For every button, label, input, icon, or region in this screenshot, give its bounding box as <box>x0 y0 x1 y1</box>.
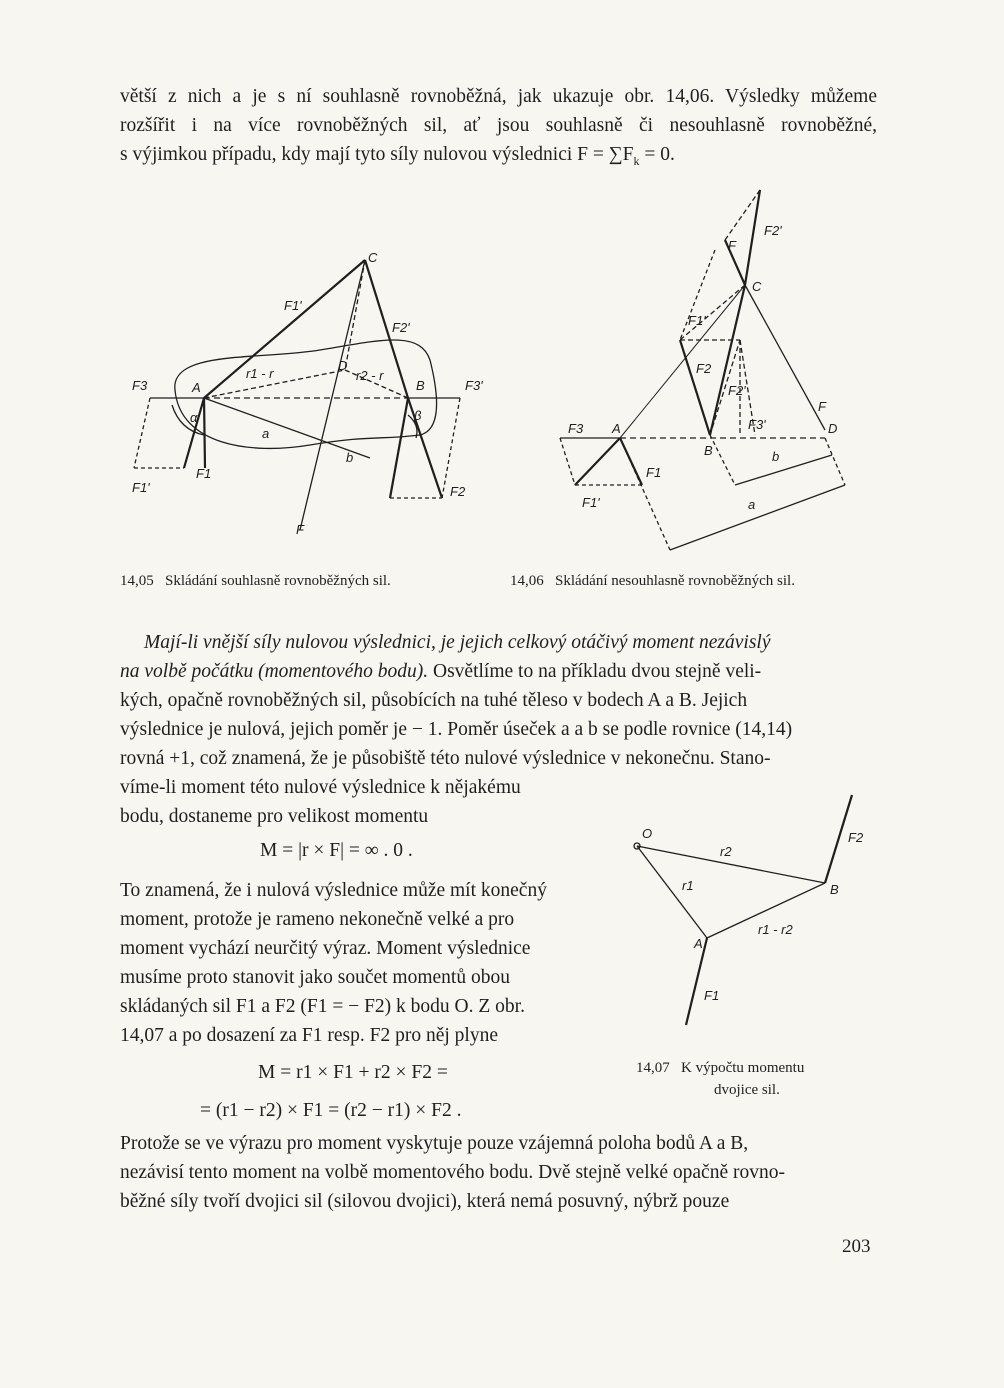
rigid-body-outline <box>175 340 437 448</box>
label-b: B <box>416 378 425 393</box>
label-f1: F1 <box>704 988 720 1003</box>
label-c: C <box>368 250 378 265</box>
label-a-seg: a <box>262 426 270 441</box>
label-b: B <box>830 882 839 897</box>
label-beta: β <box>414 408 422 423</box>
para2-line-6: 14,07 a po dosazení za F1 resp. F2 pro něj plyne <box>120 1025 499 1046</box>
label-f3: F3 <box>568 421 584 436</box>
para3-line-2: nezávisí tento moment na volbě momentového bodu. Dvě stejně velké opačně rovno- <box>120 1162 785 1183</box>
caption-14-05: 14,05 Skládání souhlasně rovnoběžných sil. <box>120 573 391 589</box>
label-f1-prime-bottom: F1' <box>582 495 600 510</box>
label-b-seg: b <box>772 449 780 464</box>
label-f2: F2 <box>696 361 712 376</box>
para1-line-6: víme-li moment této nulové výslednice k nějakému <box>120 777 521 798</box>
label-r1-r: r1 - r <box>246 366 274 381</box>
label-alpha: α <box>190 410 198 425</box>
label-a-seg: a <box>748 497 756 512</box>
label-r2: r2 <box>720 844 732 859</box>
label-f2: F2 <box>848 830 864 845</box>
label-d: D <box>338 358 348 373</box>
label-f-top: F <box>728 238 736 253</box>
intro-line-2: rozšířit i na více rovnoběžných sil, ať jsou souhlasně či nesouhlasně rovnoběžné, <box>120 115 877 136</box>
para3-line-3: běžné síly tvoří dvojici sil (silovou dvojici), která nemá posuvný, nýbrž pouze <box>120 1191 730 1212</box>
label-f1: F1 <box>646 465 662 480</box>
para2-line-3: moment vychází neurčitý výraz. Moment výslednice <box>120 938 531 959</box>
label-f3-prime: F3' <box>748 417 766 432</box>
para2-line-1: To znamená, že i nulová výslednice může mít konečný <box>120 880 547 901</box>
figure-14-05 <box>120 240 483 560</box>
figure-14-06 <box>560 185 870 555</box>
label-o: O <box>642 826 653 841</box>
para3-line-1: Protože se ve výrazu pro moment vyskytuje pouze vzájemná poloha bodů A a B, <box>120 1133 749 1154</box>
label-f1: F1 <box>196 466 212 481</box>
caption-14-07: 14,07 K výpočtu momentu <box>636 1060 805 1076</box>
label-f-right: F <box>818 399 826 414</box>
resultant-line <box>300 260 365 530</box>
para2-line-5: skládaných sil F1 a F2 (F1 = − F2) k bodu O. Z obr. <box>120 996 525 1017</box>
label-f2: F2 <box>450 484 466 499</box>
para1-line-5: rovná +1, což znamená, že je působiště této nulové výslednice v nekonečnu. Stano- <box>120 748 771 769</box>
label-f3: F3 <box>132 378 148 393</box>
label-d: D <box>828 421 838 436</box>
label-f: F <box>296 522 304 537</box>
para1-line-1: Mají-li vnější síly nulovou výslednici, je jejich celkový otáčivý moment nezávislý <box>144 632 771 653</box>
equation-moment-infinite: M = |r × F| = ∞ . 0 . <box>260 840 413 861</box>
label-f3-prime: F3' <box>465 378 483 393</box>
label-f1-prime: F1' <box>688 313 706 328</box>
label-b-seg: b <box>346 450 354 465</box>
label-f2-prime-top: F2' <box>764 223 782 238</box>
para2-line-4: musíme proto stanovit jako součet momentů obou <box>120 967 510 988</box>
caption-14-06: 14,06 Skládání nesouhlasně rovnoběžných sil. <box>510 573 795 589</box>
label-b: B <box>704 443 713 458</box>
label-r1-r2: r1 - r2 <box>758 922 793 937</box>
page-number: 203 <box>842 1236 871 1257</box>
label-f1-prime: F1' <box>284 298 302 313</box>
label-c: C <box>752 279 762 294</box>
para1-line-3: kých, opačně rovnoběžných sil, působících na tuhé těleso v bodech A a B. Jejich <box>120 690 748 711</box>
caption-14-07-line-2: dvojice sil. <box>714 1082 780 1098</box>
intro-line-3: s výjimkou případu, kdy mají tyto síly nulovou výslednici $F = \sum F_k = 0$. <box>120 144 675 168</box>
para2-line-2: moment, protože je rameno nekonečně velké a pro <box>120 909 515 930</box>
label-a: A <box>694 936 703 951</box>
equation-moment-sum: M = r1 × F1 + r2 × F2 = <box>258 1062 448 1083</box>
label-r2-r: r2 - r <box>356 368 384 383</box>
intro-line-1: větší z nich a je s ní souhlasně rovnoběžná, jak ukazuje obr. 14,06. Výsledky můžeme <box>120 86 877 107</box>
para1-line-7: bodu, dostaneme pro velikost momentu <box>120 806 429 827</box>
equation-moment-difference: = (r1 − r2) × F1 = (r2 − r1) × F2 . <box>200 1100 462 1121</box>
para1-line-4: výslednice je nulová, jejich poměr je − 1. Poměr úseček a a b se podle rovnice (14,14) <box>120 719 793 740</box>
label-a: A <box>192 380 201 395</box>
label-f1-prime-bottom: F1' <box>132 480 150 495</box>
para1-line-2: na volbě počátku (momentového bodu). Osvětlíme to na příkladu dvou stejně veli- <box>120 661 762 682</box>
label-r1: r1 <box>682 878 694 893</box>
figure-14-07 <box>630 790 880 1040</box>
label-f2-prime-mid: F2' <box>728 383 746 398</box>
label-f2-prime: F2' <box>392 320 410 335</box>
label-a: A <box>612 421 621 436</box>
